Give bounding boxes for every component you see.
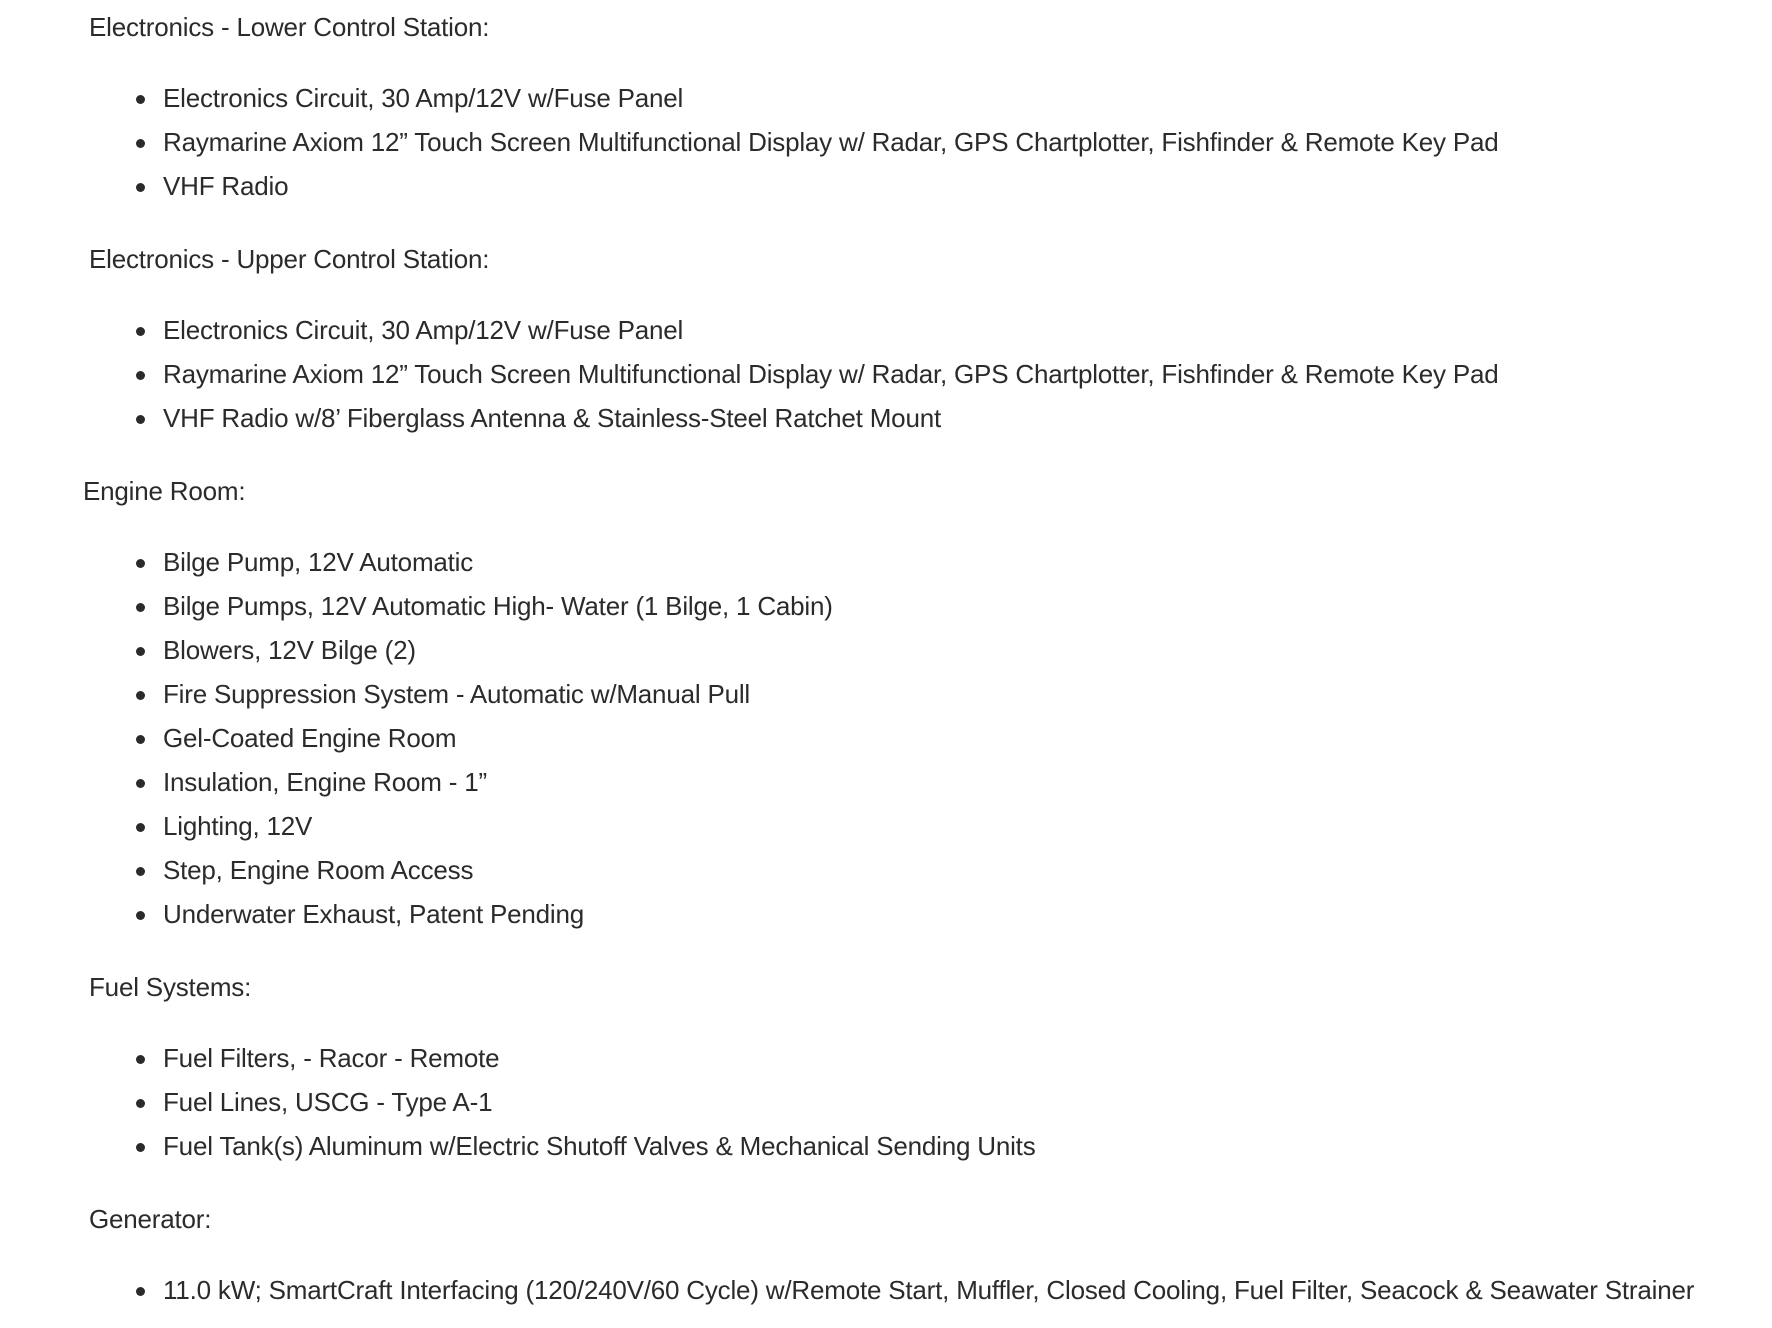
bullet-icon [136, 183, 145, 192]
list-item-text: Fire Suppression System - Automatic w/Manual Pull [163, 679, 750, 709]
list-item-text: Fuel Filters, - Racor - Remote [163, 1043, 500, 1073]
list-item-text: Bilge Pump, 12V Automatic [163, 547, 474, 577]
list-item [163, 720, 456, 756]
bullet-icon [136, 371, 145, 380]
list-item-text: Gel-Coated Engine Room [163, 723, 457, 753]
bullet-icon [136, 139, 145, 148]
list-item-text: Fuel Tank(s) Aluminum w/Electric Shutoff Valves & Mechanical Sending Units [163, 1131, 1036, 1161]
bullet-icon [136, 95, 145, 104]
bullet-icon [136, 1055, 145, 1064]
bullet-icon [136, 823, 145, 832]
list-item-text: VHF Radio [163, 171, 289, 201]
bullet-icon [136, 1143, 145, 1152]
bullet-icon [136, 867, 145, 876]
list-item-text: Underwater Exhaust, Patent Pending [163, 899, 585, 929]
bullet-icon [136, 1287, 145, 1296]
list-item-text: Raymarine Axiom 12” Touch Screen Multifunctional Display w/ Radar, GPS Chartplotter, Fishfinder & Remote Key Pad [163, 127, 1499, 157]
list-item [163, 400, 941, 436]
list-item [163, 1040, 499, 1076]
list-item-text: 11.0 kW; SmartCraft Interfacing (120/240V/60 Cycle) w/Remote Start, Muffler, Closed Cooling, Fuel Filter, Seacock & Seawater Strainer [163, 1275, 1695, 1305]
list-item-text: Fuel Lines, USCG - Type A-1 [163, 1087, 493, 1117]
list-item-text: Blowers, 12V Bilge (2) [163, 635, 416, 665]
list-item [163, 544, 473, 580]
list-item [163, 588, 833, 624]
section-heading: Electronics - Lower Control Station: [89, 12, 490, 42]
list-item [163, 764, 487, 800]
bullet-icon [136, 779, 145, 788]
list-item [163, 312, 683, 348]
list-item [163, 168, 288, 204]
list-item [163, 1128, 1036, 1164]
list-item-text: Bilge Pumps, 12V Automatic High- Water (1 Bilge, 1 Cabin) [163, 591, 833, 621]
list-item [163, 896, 584, 932]
section-heading: Electronics - Upper Control Station: [89, 244, 490, 274]
section-heading: Fuel Systems: [89, 972, 252, 1002]
bullet-icon [136, 415, 145, 424]
section-heading: Generator: [89, 1204, 212, 1234]
list-item-text: Insulation, Engine Room - 1” [163, 767, 487, 797]
list-item-text: Lighting, 12V [163, 811, 313, 841]
list-item [163, 80, 683, 116]
bullet-icon [136, 1099, 145, 1108]
bullet-icon [136, 603, 145, 612]
list-item-text: Step, Engine Room Access [163, 855, 474, 885]
list-item-text: Raymarine Axiom 12” Touch Screen Multifunctional Display w/ Radar, GPS Chartplotter, Fishfinder & Remote Key Pad [163, 359, 1499, 389]
list-item [163, 632, 416, 668]
bullet-icon [136, 559, 145, 568]
bullet-icon [136, 691, 145, 700]
list-item-text: Electronics Circuit, 30 Amp/12V w/Fuse Panel [163, 315, 684, 345]
list-item [163, 1084, 492, 1120]
list-item [163, 356, 1499, 392]
bullet-icon [136, 911, 145, 920]
list-item-text: Electronics Circuit, 30 Amp/12V w/Fuse Panel [163, 83, 684, 113]
bullet-icon [136, 327, 145, 336]
section-heading: Engine Room: [83, 476, 246, 506]
bullet-icon [136, 735, 145, 744]
list-item [163, 852, 473, 888]
list-item [163, 1272, 1694, 1308]
list-item [163, 808, 312, 844]
list-item-text: VHF Radio w/8’ Fiberglass Antenna & Stainless-Steel Ratchet Mount [163, 403, 941, 433]
list-item [163, 124, 1499, 160]
bullet-icon [136, 647, 145, 656]
list-item [163, 676, 750, 712]
